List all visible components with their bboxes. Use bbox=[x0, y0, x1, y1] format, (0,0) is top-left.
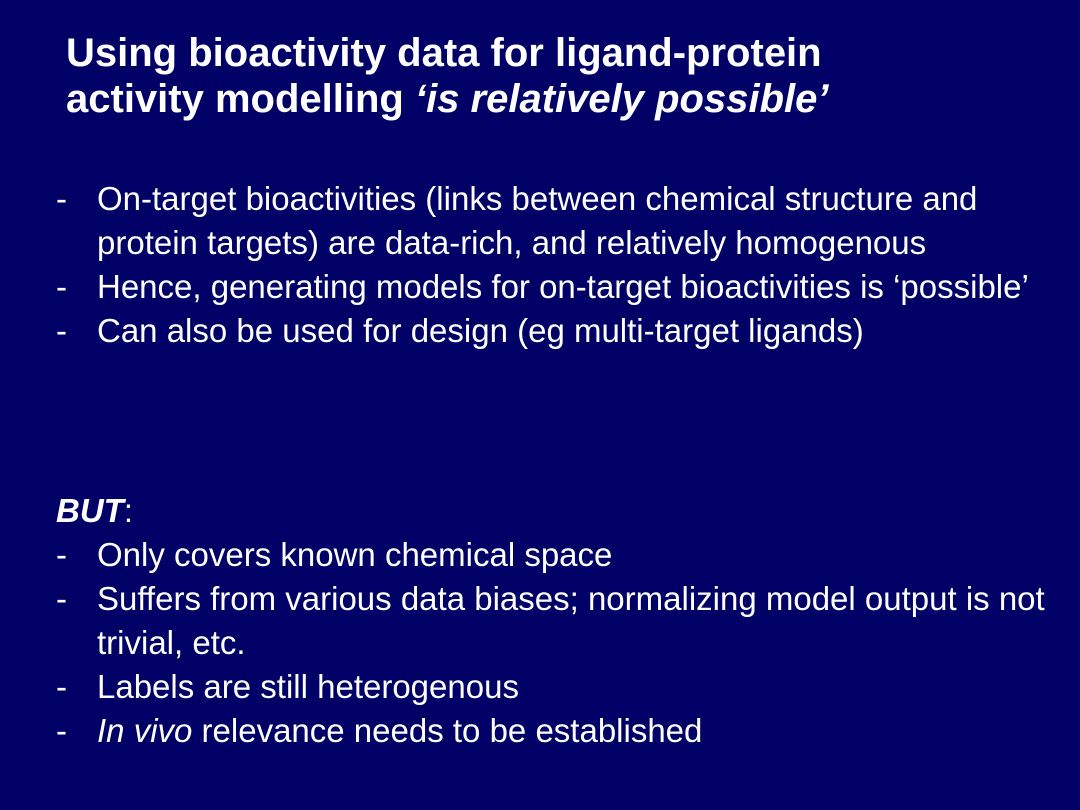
list-item bbox=[56, 577, 1056, 665]
list-item bbox=[56, 533, 1056, 577]
list-item bbox=[56, 309, 1056, 353]
bullet-dash: - bbox=[56, 180, 67, 217]
slide-title bbox=[66, 30, 1046, 122]
bullet-text: Hence, generating models for on-target bioactivities is ‘possible’ bbox=[97, 268, 1029, 305]
but-colon: : bbox=[123, 492, 133, 529]
bullet-dash: - bbox=[56, 536, 67, 573]
title-line-1: Using bioactivity data for ligand-protein bbox=[66, 31, 822, 75]
bullet-dash: - bbox=[56, 712, 67, 749]
list-item bbox=[56, 665, 1056, 709]
list-item bbox=[56, 177, 1056, 265]
but-label: BUT bbox=[56, 492, 124, 529]
bullet-text: Only covers known chemical space bbox=[97, 536, 613, 573]
bullet-text-rest: relevance needs to be established bbox=[192, 712, 703, 749]
bullet-text bbox=[97, 709, 1056, 753]
bullet-text: Can also be used for design (eg multi-target ligands) bbox=[97, 312, 864, 349]
title-emphasis: ‘is relatively possible’ bbox=[414, 77, 829, 121]
bullet-dash: - bbox=[56, 312, 67, 349]
bullet-dash: - bbox=[56, 580, 67, 617]
bullet-dash: - bbox=[56, 268, 67, 305]
list-item bbox=[56, 709, 1056, 753]
bullet-list-bottom bbox=[56, 533, 1056, 753]
bullet-text: Suffers from various data biases; normalizing model output is not trivial, etc. bbox=[97, 580, 1045, 661]
bullet-list-top bbox=[56, 177, 1056, 353]
bullet-text: Labels are still heterogenous bbox=[97, 668, 519, 705]
title-line-2: activity modelling bbox=[66, 77, 415, 121]
list-item bbox=[56, 265, 1056, 309]
but-heading bbox=[56, 489, 133, 533]
bullet-text: On-target bioactivities (links between chemical structure and protein targets) are data-rich, and relatively homogenous bbox=[97, 180, 978, 261]
in-vivo-emphasis: In vivo bbox=[97, 712, 193, 749]
bullet-dash: - bbox=[56, 668, 67, 705]
